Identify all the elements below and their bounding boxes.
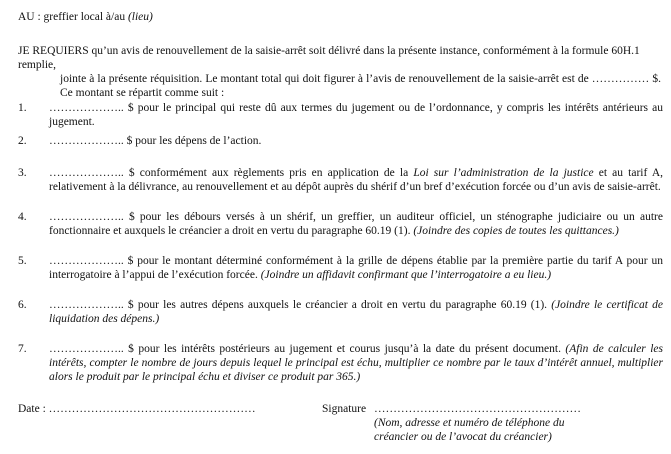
item-number: 2. [18,135,27,147]
item-text-main: ……………….. $ pour le principal qui reste dû aux termes du jugement ou de l’ordonnance, y compris les intérêts antérieurs au jugement. [49,102,663,128]
item-text-main: ……………….. $ pour les intérêts postérieurs au jugement et courus jusqu’à la date du présent document. [49,343,566,355]
request-line-2: jointe à la présente réquisition. Le montant total qui doit figurer à l’avis de renouvellement de la saisie-arrêt est de …………… $. Ce montant se répartit comme suit : [60,73,661,99]
item-instruction: (Joindre un affidavit confirmant que l’interrogatoire a eu lieu.) [260,269,552,281]
item-text-act-title: Loi sur l’administration de la justice [413,167,594,179]
item-number: 7. [18,343,27,355]
item-text [49,210,663,238]
request-paragraph [18,44,661,100]
item-text [49,254,663,282]
item-number: 1. [18,102,27,114]
item-number: 5. [18,255,27,267]
item-text [49,342,663,384]
addressee-place-hint: (lieu) [127,11,153,23]
date-field: Date : ……………………………………………… [18,403,256,415]
signature-note: (Nom, adresse et numéro de téléphone du créancier ou de l’avocat du créancier) [374,417,565,443]
item-text-main: ……………….. $ conformément aux règlements pris en application de la [49,167,414,179]
addressee-text: AU : greffier local à/au [18,11,128,23]
item-text-main: ……………….. $ pour les débours versés à un shérif, un greffier, un auditeur officiel, un sténographe judiciaire ou un autre fonctionnaire et auxquels le créancier a droit en vertu du paragraphe 60.19 (1). [49,211,663,237]
item-text [49,101,663,129]
request-line-1: JE REQUIERS qu’un avis de renouvellement de la saisie-arrêt soit délivré dans la présente instance, conformément à la formule 60H.1 remplie, [18,45,640,71]
item-number: 4. [18,211,27,223]
item-text-main: ……………….. $ pour les dépens de l’action. [49,135,262,147]
item-instruction: (Afin de calculer les intérêts, compter le nombre de jours depuis lequel le principal est échu, multiplier ce nombre par le taux d’intérêt annuel, multiplier alors le produit par le principal échu et diviser ce produit par 365.) [49,343,663,383]
item-instruction: (Joindre le certificat de liquidation des dépens.) [49,299,664,325]
item-text-main: ……………….. $ pour les autres dépens auxquels le créancier a droit en vertu du paragraphe 60.19 (1). [49,299,552,311]
item-text [49,134,663,148]
item-text-continued: et au tarif A, relativement à la délivrance, au renouvellement et au dépôt auprès du shérif d’un bref d’exécution forcée ou d’un avis de saisie-arrêt. [49,167,663,193]
item-instruction: (Joindre des copies de toutes les quittances.) [413,225,619,237]
item-number: 3. [18,167,27,179]
item-text [49,166,663,194]
item-text [49,298,663,326]
item-text-main: ……………….. $ pour le montant déterminé conformément à la grille de dépens établie par la première partie du tarif A pour un interrogatoire à l’appui de l’exécution forcée. [49,255,663,281]
signature-line: ……………………………………………… [374,403,581,415]
addressee-line [18,10,153,24]
item-number: 6. [18,299,27,311]
signature-label: Signature [322,403,367,415]
